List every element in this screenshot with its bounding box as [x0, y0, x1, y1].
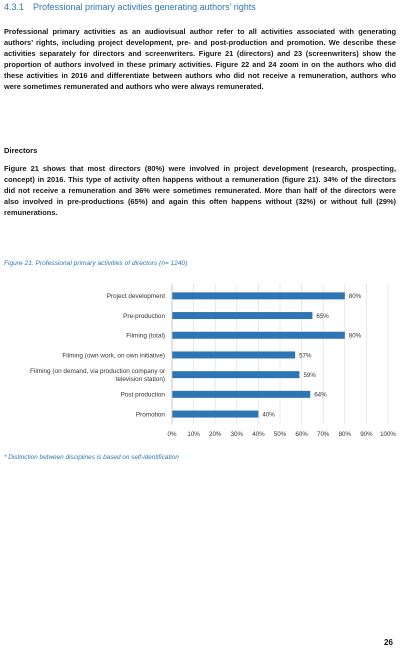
section-number: 4.3.1 [4, 2, 25, 12]
category-label: Post production [120, 391, 165, 399]
category-label: Promotion [135, 411, 165, 419]
x-tick-label: 20% [209, 430, 222, 438]
x-tick-label: 10% [187, 430, 200, 438]
category-label: Filming (own work, on own initiative) [62, 352, 165, 360]
x-tick-label: 100% [380, 430, 396, 438]
data-label: 80% [348, 293, 362, 301]
category-label: Filming (on demand, via production company or [30, 367, 165, 375]
bar [172, 351, 295, 358]
directors-paragraph: Figure 21 shows that most directors (80%) were involved in project development (research, prospecting, concept) in 2016. This type of activity often happens without a remuneration (figure 21). 34% of the directors did not receive a remuneration and 36% were sometimes remunerated. More than half of the directors were also involved in pre-productions (65%) and again this often happens without (32%) or without full (29%) remunerations. [4, 164, 396, 217]
data-label: 64% [314, 391, 327, 399]
bar [172, 391, 310, 398]
data-label: 40% [262, 411, 275, 419]
x-tick-label: 40% [252, 430, 265, 438]
bar [172, 371, 299, 378]
figure-caption: Figure 21. Professional primary activities of directors (n= 1240) [4, 260, 188, 267]
category-label: television station) [115, 375, 165, 383]
section-heading [4, 2, 256, 12]
bar [172, 332, 345, 339]
x-tick-label: 90% [360, 430, 373, 438]
category-label: Filming (total) [126, 332, 165, 340]
bar [172, 411, 258, 418]
data-label: 59% [303, 371, 316, 379]
x-tick-label: 70% [317, 430, 330, 438]
page-number: 26 [384, 638, 393, 647]
bar-chart [0, 280, 408, 450]
intro-paragraph: Professional primary activities as an audiovisual author refer to all activities associated with generating authors’ rights, including project development, pre- and post-production and promotion. We describe these activities separately for directors and screenwriters. Figure 21 (directors) and 23 (screenwriters) show the proportion of authors involved in these primary activities. Figure 22 and 24 zoom in on the authors who did these activities in 2016 and differentiate between authors who did not receive a remuneration, authors who were sometimes remunerated and authors who were always remunerated. [4, 27, 396, 91]
x-tick-label: 30% [230, 430, 243, 438]
category-label: Pre-production [123, 312, 165, 320]
footnote: * Distinction between disciplines is based on self-identification [4, 454, 179, 461]
data-label: 65% [316, 312, 329, 320]
category-label: Project development [106, 293, 165, 301]
x-tick-label: 50% [273, 430, 287, 438]
data-label: 80% [348, 332, 362, 340]
section-title: Professional primary activities generating authors’ rights [33, 2, 256, 12]
directors-heading: Directors [4, 146, 38, 155]
data-label: 57% [299, 352, 312, 360]
x-tick-label: 60% [295, 430, 308, 438]
x-tick-label: 0% [167, 430, 177, 438]
bar [172, 292, 345, 299]
bar [172, 312, 312, 319]
x-tick-label: 80% [338, 430, 351, 438]
